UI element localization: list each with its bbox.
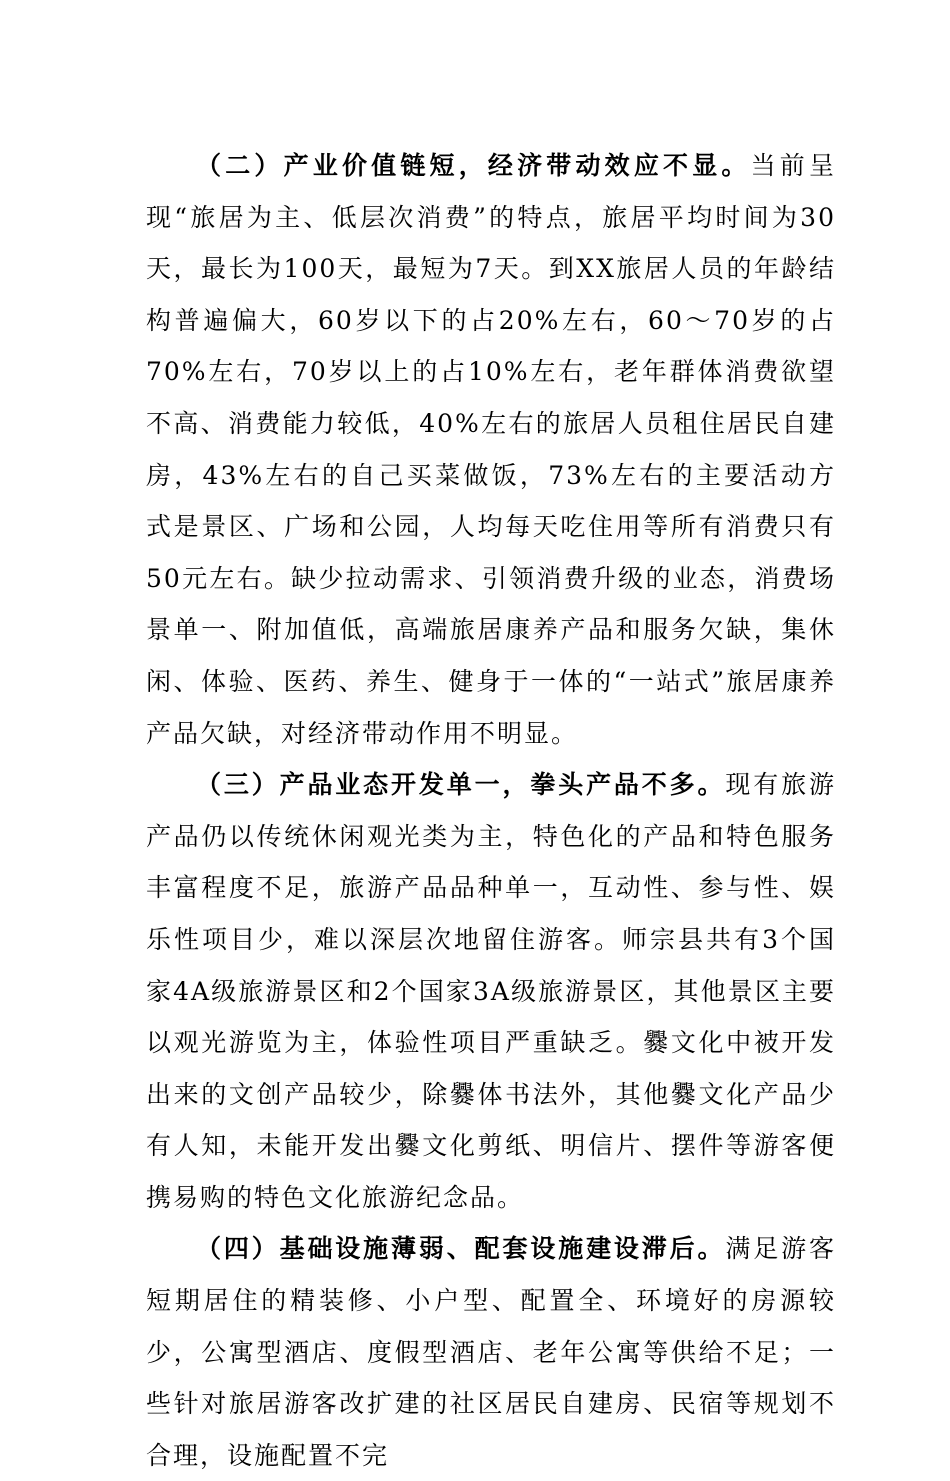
paragraph-heading: （四）基础设施薄弱、配套设施建设滞后。 <box>196 1234 726 1264</box>
document-body <box>146 140 836 1481</box>
paragraph-text: 当前呈现“旅居为主、低层次消费”的特点，旅居平均时间为30天，最长为100天，最短为7天。到XX旅居人员的年龄结构普遍偏大，60岁以下的占20%左右，60～70岁的占70%左右，70岁以上的占10%左右，老年群体消费欲望不高、消费能力较低，40%左右的旅居人员租住居民自建房，43%左右的自己买菜做饭，73%左右的主要活动方式是景区、广场和公园，人均每天吃住用等所有消费只有50元左右。缺少拉动需求、引领消费升级的业态，消费场景单一、附加值低，高端旅居康养产品和服务欠缺，集休闲、体验、医药、养生、健身于一体的“一站式”旅居康养产品欠缺，对经济带动作用不明显。 <box>146 151 836 748</box>
paragraph-heading: （三）产品业态开发单一，拳头产品不多。 <box>196 770 726 800</box>
paragraph-product-format <box>146 759 836 1223</box>
paragraph-text: 现有旅游产品仍以传统休闲观光类为主，特色化的产品和特色服务丰富程度不足，旅游产品品种单一，互动性、参与性、娱乐性项目少，难以深层次地留住游客。师宗县共有3个国家4A级旅游景区和2个国家3A级旅游景区，其他景区主要以观光游览为主，体验性项目严重缺乏。爨文化中被开发出来的文创产品较少，除爨体书法外，其他爨文化产品少有人知，未能开发出爨文化剪纸、明信片、摆件等游客便携易购的特色文化旅游纪念品。 <box>146 770 836 1212</box>
paragraph-heading: （二）产业价值链短，经济带动效应不显。 <box>196 151 751 180</box>
paragraph-industry-value-chain <box>146 140 836 759</box>
paragraph-infrastructure <box>146 1223 836 1481</box>
paragraph-text: 满足游客短期居住的精装修、小户型、配置全、环境好的房源较少，公寓型酒店、度假型酒店、老年公寓等供给不足；一些针对旅居游客改扩建的社区居民自建房、民宿等规划不合理，设施配置不完 <box>146 1234 836 1470</box>
